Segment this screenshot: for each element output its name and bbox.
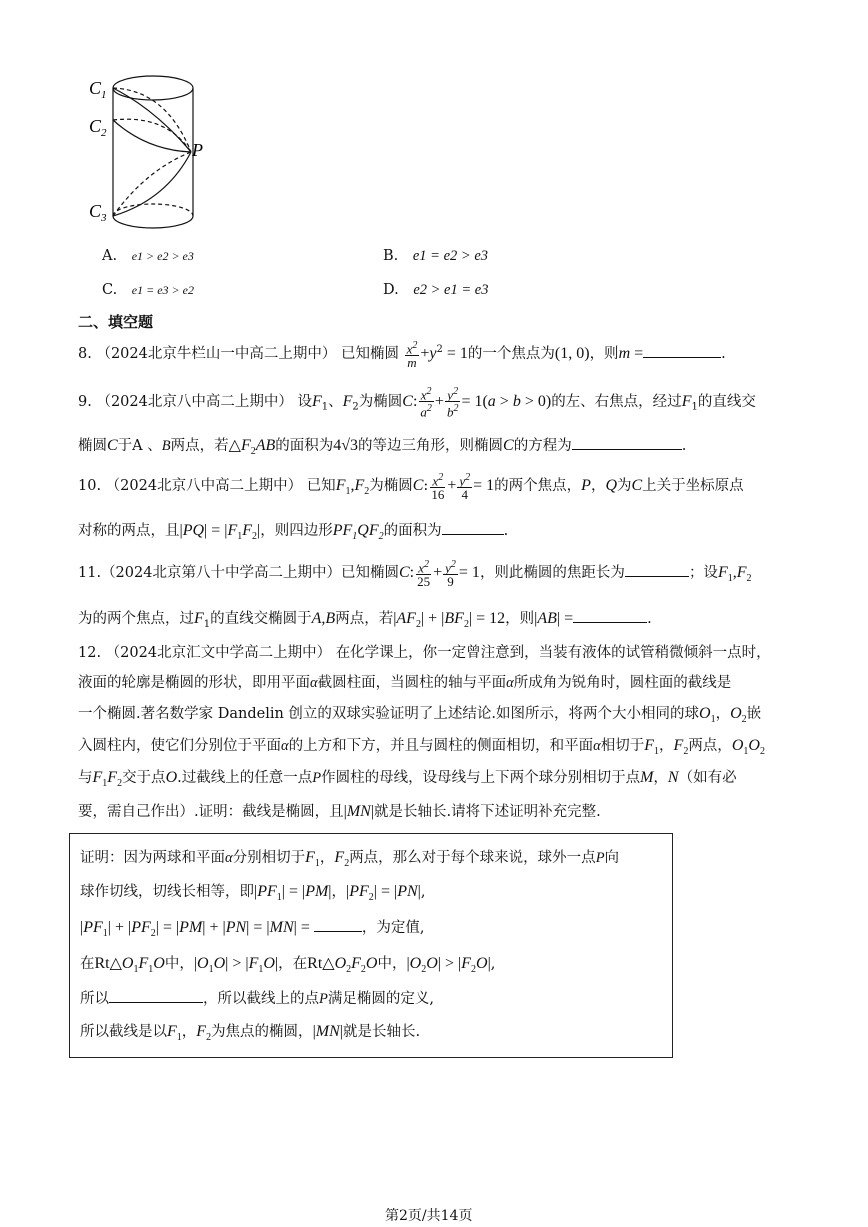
question-9: 9. （2024北京八中高二上期中） 设$F_1$、$F_2$为椭圆C: $\frac{x^2}{a^2}$ + $\frac{y^2}{b^2}$ = 1(a > b > 0)的左、右焦点，经过$F_1$的直线交	[78, 386, 756, 420]
choice-a	[102, 246, 194, 266]
choice-c-label: C.	[102, 282, 118, 298]
question-8: 8. （2024北京牛栏山一中高二上期中） 已知椭圆 $\frac{x^2}{m}$ $+y^2 = 1$的一个焦点为(1, 0)，则m = .	[78, 339, 726, 370]
choice-b	[383, 246, 488, 266]
choice-a-text: e1 > e2 > e3	[131, 249, 194, 263]
label-p: P	[192, 140, 203, 160]
question-12-line6: 要，需自己作出）.证明：截线是椭圆，且|MN|就是长轴长.请将下述证明补充完整.	[78, 803, 601, 820]
question-10-line2: 对称的两点，且$|PQ| = |F_1F_2|$，则四边形$PF_1QF_2$的面积为 .	[78, 522, 509, 543]
page-number: 第2页/共14页	[385, 1208, 473, 1224]
label-c2: $C_2$	[89, 116, 107, 139]
question-12-line3: 一个椭圆.著名数学家 Dandelin 创立的双球实验证明了上述结论.如图所示，将两个大小相同的球$O_1$，$O_2$嵌	[78, 705, 762, 726]
question-9-line2: 椭圆C于A 、B两点，若$\triangle F_2AB$的面积为4√3的等边三角形，则椭圆C的方程为 .	[78, 437, 687, 458]
choice-c	[102, 280, 194, 300]
choice-b-text: e1 = e2 > e3	[412, 248, 489, 264]
question-12-line2: 液面的轮廓是椭圆的形状，即用平面α截圆柱面，当圆柱的轴与平面α所成角为锐角时，圆柱面的截线是	[78, 675, 732, 691]
label-c3: $C_3$	[89, 201, 107, 224]
question-12-line1: 12. （2024北京汇文中学高二上期中） 在化学课上，你一定曾注意到，当装有液体的试管稍微倾斜一点时，	[78, 645, 771, 661]
proof-line2: 球作切线，切线长相等，即$|PF_1| = |PM|$，$|PF_2| = |PN|$,	[80, 883, 426, 904]
choice-d-label: D.	[383, 282, 399, 298]
question-11: 11.（2024北京第八十中学高二上期中）已知椭圆C: $\frac{x^2}{25}$ + $\frac{y^2}{9}$ = 1，则此椭圆的焦距长为 ；设$F_1,F_2$	[78, 559, 752, 590]
section-title: 二、填空题	[78, 313, 154, 331]
choice-d-text: e2 > e1 = e3	[413, 282, 489, 298]
cylinder-figure	[86, 70, 216, 230]
proof-line1: 证明：因为两球和平面α分别相切于$F_1$，$F_2$两点，那么对于每个球来说，球外一点P向	[80, 849, 620, 870]
label-c1: $C_1$	[89, 78, 107, 101]
choice-d	[383, 280, 488, 300]
choice-a-label: A.	[102, 248, 118, 264]
choice-b-label: B.	[383, 248, 399, 264]
question-11-line2: 为的两个焦点，过$F_1$的直线交椭圆于A,B两点，若$|AF_2| + |BF_2| = 12$，则|AB| = .	[78, 610, 652, 631]
proof-line6: 所以截线是以$F_1$，$F_2$为焦点的椭圆，|MN|就是长轴长.	[80, 1023, 421, 1044]
question-12-line4: 入圆柱内，使它们分别位于平面α的上方和下方，并且与圆柱的侧面相切，和平面α相切于$F_1$，$F_2$两点，$O_1O_2$	[78, 737, 765, 758]
proof-line4: 在$Rt\triangle O_1F_1O$中，$|O_1O| > |F_1O|$，在$Rt\triangle O_2F_2O$中，$|O_2O| > |F_2O|$,	[80, 955, 496, 976]
proof-line3: $|PF_1| + |PF_2| = |PM| + |PN| = |MN|$ = ，为定值,	[80, 919, 425, 940]
question-12-line5: 与$F_1F_2$交于点O.过截线上的任意一点P作圆柱的母线，设母线与上下两个球分别相切于点M，N（如有必	[78, 769, 737, 790]
choice-c-text: e1 = e3 > e2	[131, 283, 194, 297]
proof-line5: 所以 ，所以截线上的点P满足椭圆的定义,	[80, 988, 434, 1009]
question-10: 10. （2024北京八中高二上期中） 已知$F_1,F_2$为椭圆C: $\frac{x^2}{16}$ + $\frac{y^2}{4}$ = 1的两个焦点，P，Q为C上关于坐标原点	[78, 472, 744, 503]
